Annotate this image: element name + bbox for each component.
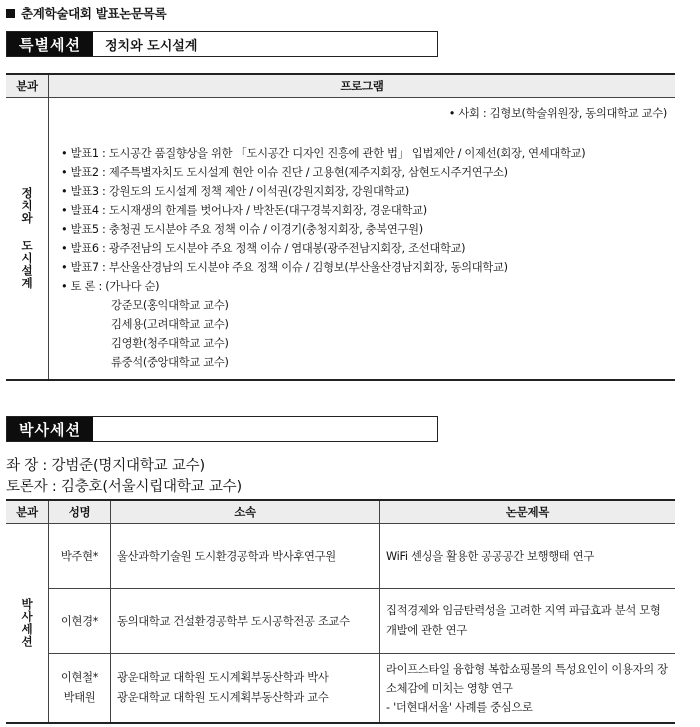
author-name: 이현철* [60, 671, 99, 684]
name-cell [49, 654, 111, 724]
panel-member: 류중석(중앙대학교 교수) [111, 356, 229, 369]
author-affiliation: 광운대학교 대학원 도시계획부동산학과 박사 [117, 671, 329, 684]
panel-member: 강준모(홍익대학교 교수) [111, 299, 229, 312]
table-row [6, 654, 675, 724]
col-program-header: 프로그램 [49, 74, 676, 98]
list-item: • 발표6 : 광주전남의 도시분야 주요 정책 이슈 / 염대봉(광주전남지회장, 조선대학교) [61, 242, 466, 255]
panel-member: 김영환(청주대학교 교수) [111, 337, 229, 350]
title-cell [380, 654, 676, 724]
paper-subtitle: - '더현대서울' 사례를 중심으로 [386, 700, 533, 714]
table-row [6, 98, 675, 381]
col-category-header: 분과 [6, 500, 49, 524]
affiliation-cell: 동의대학교 건설환경공학부 도시공학전공 조교수 [111, 589, 380, 654]
moderator-line: • 사회 : 김형보(학술위원장, 동의대학교 교수) [448, 107, 667, 120]
list-item: • 발표3 : 강원도의 도시설계 정책 제안 / 이석권(강원지회장, 강원대학교) [61, 185, 409, 198]
discussant-line: 토론자 : 김충호(서울시립대학교 교수) [6, 479, 242, 495]
special-session-table [6, 73, 675, 381]
chair-line: 좌 장 : 강범준(명지대학교 교수) [6, 458, 205, 474]
col-affiliation-header: 소속 [111, 500, 380, 524]
special-session-tag: 특별세션 [7, 32, 93, 56]
phd-session-table [6, 499, 675, 724]
coauthor-name: 박태원 [63, 691, 96, 704]
list-item: • 발표2 : 제주특별자치도 도시설계 현안 이슈 진단 / 고용현(제주지회장, 삼현도시주거연구소) [61, 166, 508, 179]
special-session-header [6, 31, 438, 57]
col-category-header: 분과 [6, 74, 49, 98]
paper-title: 라이프스타일 융합형 복합쇼핑몰의 특성요인이 이용자의 장소체감에 미치는 영향 연구 [386, 662, 668, 695]
title-cell: 집적경제와 임금탄력성을 고려한 지역 파급효과 분석 모형 개발에 관한 연구 [380, 589, 676, 654]
program-cell [49, 98, 676, 381]
category-cell [6, 98, 49, 381]
affiliation-cell [111, 654, 380, 724]
category-label: 정치와 도시설계 [20, 187, 34, 290]
table-header-row [6, 500, 675, 524]
square-bullet-icon [6, 9, 15, 18]
category-cell [6, 524, 49, 724]
affiliation-cell: 울산과학기술원 도시환경공학과 박사후연구원 [111, 524, 380, 589]
list-item: • 토 론 : (가나다 순) [61, 280, 160, 293]
category-label: 박사세션 [20, 598, 34, 648]
phd-session-tag: 박사세션 [7, 417, 93, 441]
phd-session-header [6, 416, 438, 442]
table-row [6, 524, 675, 589]
name-cell: 이현경* [49, 589, 111, 654]
list-item: • 발표4 : 도시재생의 한계를 벗어나자 / 박찬돈(대구경북지회장, 경운대학교) [61, 204, 427, 217]
name-cell: 박주현* [49, 524, 111, 589]
col-name-header: 성명 [49, 500, 111, 524]
list-item: • 발표1 : 도시공간 품질향상을 위한 「도시공간 디자인 진흥에 관한 법」 입법제안 / 이제선(회장, 연세대학교) [61, 147, 586, 160]
special-session-subtitle: 정치와 도시설계 [104, 38, 198, 54]
table-row [6, 589, 675, 654]
list-item: • 발표5 : 충청권 도시분야 주요 정책 이슈 / 이경기(충청지회장, 충북연구원) [61, 223, 423, 236]
document-title: 춘계학술대회 발표논문목록 [6, 4, 166, 22]
list-item: • 발표7 : 부산울산경남의 도시분야 주요 정책 이슈 / 김형보(부산울산경남지회장, 동의대학교) [61, 261, 508, 274]
panel-member: 김세용(고려대학교 교수) [111, 318, 229, 331]
title-cell: WiFi 센싱을 활용한 공공공간 보행행태 연구 [380, 524, 676, 589]
table-header-row [6, 74, 675, 98]
coauthor-affiliation: 광운대학교 대학원 도시계획부동산학과 교수 [117, 691, 329, 704]
col-title-header: 논문제목 [380, 500, 676, 524]
